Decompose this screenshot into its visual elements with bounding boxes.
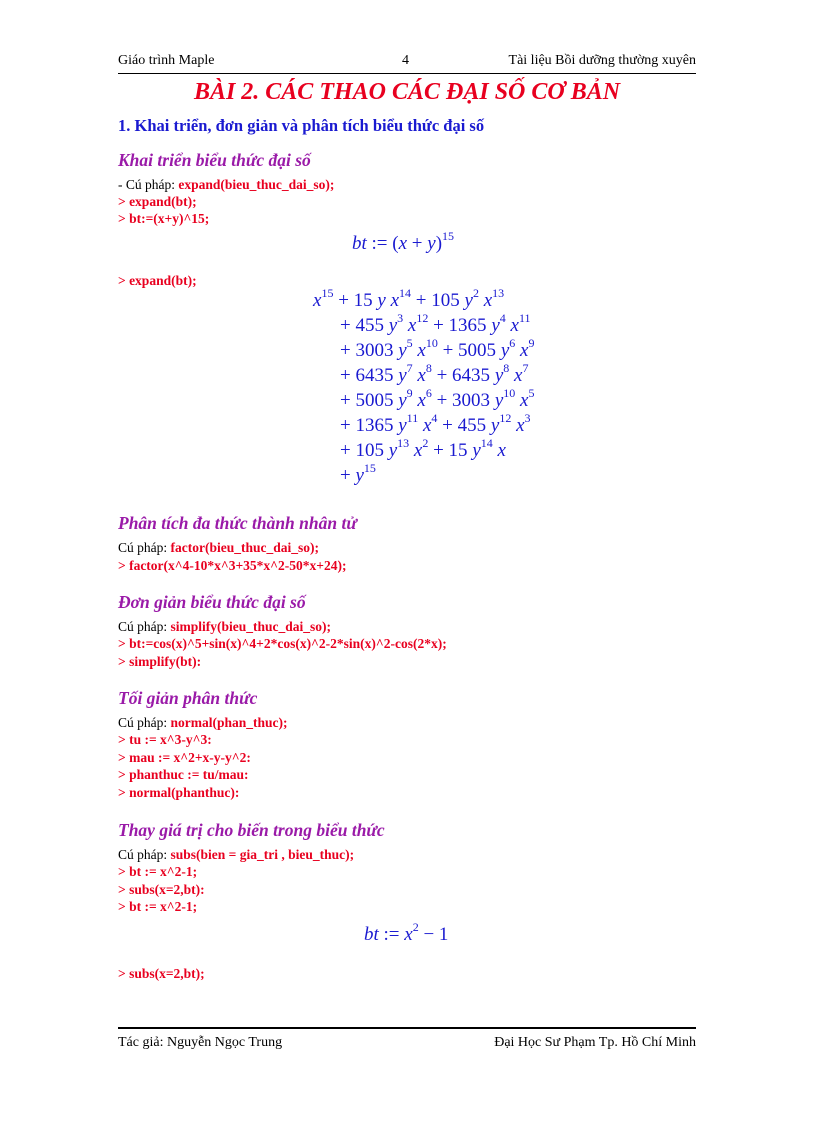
maple-command: > phanthuc := tu/mau: [118,767,249,782]
header-left: Giáo trình Maple [118,53,215,68]
footer-author: Tác giả: Nguyễn Ngọc Trung [118,1035,283,1050]
expansion-line: + 3003 $y^5$ $x^{10} + 5005$ $y^6$ $x^9$ [340,336,535,361]
document-page [118,0,696,1123]
syntax-command: normal(phan_thuc); [170,715,288,730]
maple-command: > bt := x^2-1; [118,864,198,879]
footer-institution: Đại Học Sư Phạm Tp. Hồ Chí Minh [494,1035,696,1050]
syntax-command: subs(bien = gia_tri , bieu_thuc); [170,847,355,862]
page-header [118,53,696,74]
page-footer [118,1027,696,1050]
expansion-line: + 6435 $y^7$ $x^8 + 6435$ $y^8$ $x^7$ [340,361,529,386]
syntax-label: Cú pháp: [118,540,171,555]
syntax-expand [118,176,334,193]
expansion-line: + 1365 $y^{11}$ $x^4 + 455$ $y^{12}$ $x^3$ [340,411,531,436]
header-right: Tài liệu Bồi dưỡng thường xuyên [508,53,696,68]
expansion-line: + 5005 $y^9$ $x^6 + 3003$ $y^{10}$ $x^5$ [340,386,535,411]
maple-command: > bt:=(x+y)^15; [118,211,210,226]
page-number: 4 [402,53,409,68]
syntax-label: - Cú pháp: [118,177,179,192]
syntax-subs [118,846,354,863]
subheading-simplify: Đơn giản biểu thức đại số [118,592,306,612]
syntax-normal [118,714,288,731]
syntax-label: Cú pháp: [118,619,171,634]
math-output-bt: bt := $(x + y)^{15}$ [352,229,455,254]
math-output-subs: bt := $x^2 - 1$ [364,920,449,945]
maple-command: > normal(phanthuc): [118,785,240,800]
syntax-label: Cú pháp: [118,847,171,862]
maple-command: > tu := x^3-y^3: [118,732,212,747]
maple-command: > simplify(bt): [118,654,202,669]
page-title: BÀI 2. CÁC THAO CÁC ĐẠI SỐ CƠ BẢN [193,79,621,105]
maple-command: > bt:=cos(x)^5+sin(x)^4+2*cos(x)^2-2*sin(x)^2-cos(2*x); [118,636,447,651]
expansion-line: + $y^{15}$ [340,461,376,486]
section-heading: 1. Khai triển, đơn giản và phân tích biểu thức đại số [118,116,485,135]
maple-command: > mau := x^2+x-y-y^2: [118,750,251,765]
syntax-command: factor(bieu_thuc_dai_so); [170,540,319,555]
syntax-command: simplify(bieu_thuc_dai_so); [170,619,332,634]
subheading-subs: Thay giá trị cho biến trong biểu thức [118,820,385,840]
maple-command: > factor(x^4-10*x^3+35*x^2-50*x+24); [118,558,347,573]
expansion-line: + 455 $y^3$ $x^{12} + 1365$ $y^4$ $x^{11}$ [340,311,531,336]
expansion-line: $x^{15} + 15$ y $x^{14} + 105$ $y^2$ $x^{13}$ [313,286,505,311]
subheading-factor: Phân tích đa thức thành nhân tử [118,513,357,533]
expansion-line: + 105 $y^{13}$ $x^2 + 15$ $y^{14}$ x [340,436,506,461]
syntax-factor [118,539,319,556]
maple-command: > expand(bt); [118,273,197,288]
maple-command: > expand(bt); [118,194,197,209]
syntax-command: expand(bieu_thuc_dai_so); [178,177,335,192]
maple-command: > subs(x=2,bt): [118,882,205,897]
maple-command: > subs(x=2,bt); [118,966,205,981]
subheading-normal: Tối giản phân thức [118,688,258,708]
subheading-expand: Khai triển biểu thức đại số [118,150,311,170]
syntax-simplify [118,618,331,635]
syntax-label: Cú pháp: [118,715,171,730]
maple-command: > bt := x^2-1; [118,899,198,914]
